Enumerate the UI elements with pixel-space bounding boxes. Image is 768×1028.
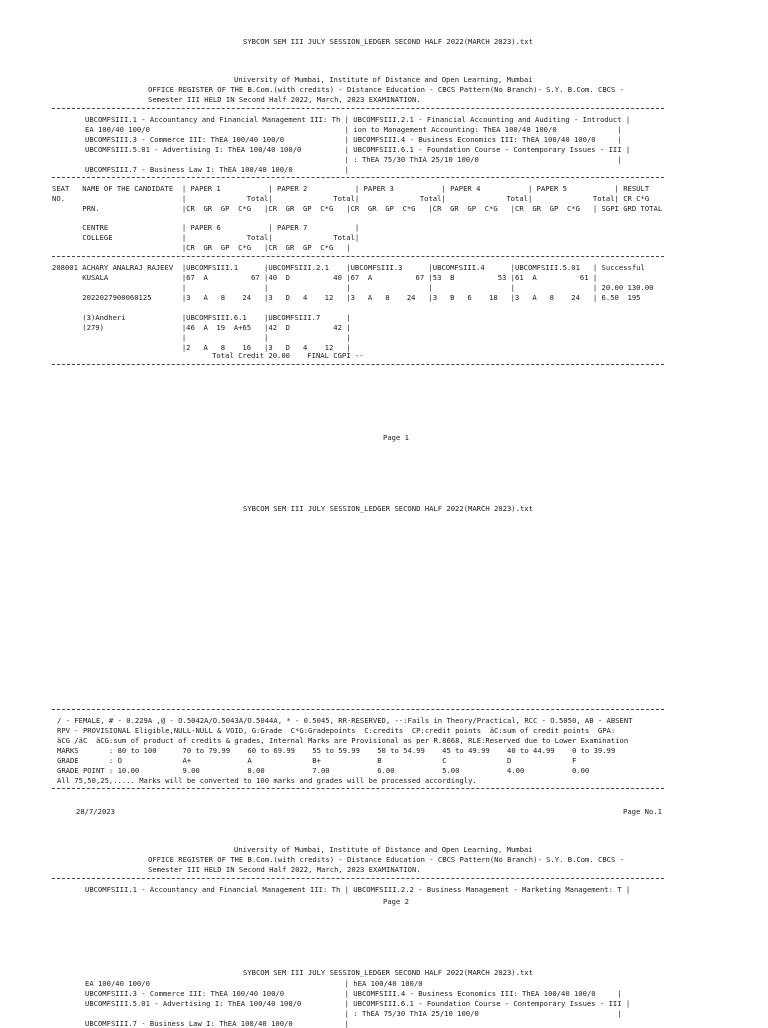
legend-line: GRADE : O A+ A B+ B C D F [57,756,577,765]
register-heading: OFFICE REGISTER OF THE B.Com.(with credits) - Distance Education - CBCS Pattern(No Branch)- S.Y. B.Com. CBCS - [148,85,624,94]
divider [52,256,664,257]
record-line: KUSALA |67 A 67 |40 D 40 |67 A 67 |53 B 53 |61 A 61 | [52,273,598,282]
course-line: UBCOMFSIII.5.01 - Advertising I: ThEA 100/40 100/0 | UBCOMFSIII.6.1 - Foundation Course - Contemporary Issues - III | [85,145,631,154]
legend-line: RPV - PROVISIONAL Eligible,NULL-NULL & VOID, G:Grade C*G:Gradepoints C:credits CP:credit points äC:sum of credit points GPA: [57,726,616,735]
legend-line: MARKS : 80 to 100 70 to 79.99 60 to 69.99 55 to 59.99 50 to 54.99 45 to 49.99 40 to 44.99 0 to 39.99 [57,746,616,755]
course-line: UBCOMFSIII.1 - Accountancy and Financial Management III: Th | UBCOMFSIII.2.2 - Business Management - Marketing Management: T | [85,885,631,894]
course-line: EA 100/40 100/0 | ion to Management Accounting: ThEA 100/40 100/0 | [85,125,622,134]
record-line: | | | [52,333,351,342]
record-line: 2022027900060125 |3 A 8 24 |3 D 4 12 |3 A 8 24 |3 B 6 18 |3 A 8 24 | 6.50 195 [52,293,641,302]
exam-heading: Semester III HELD IN Second Half 2022, March, 2023 EXAMINATION. [148,865,421,874]
table-header-line: COLLEGE | Total| Total| [52,233,360,242]
legend-line: All 75,50,25,..... Marks will be converted to 100 marks and grades will be processed accordingly. [57,776,477,785]
record-line: |2 A 8 16 |3 D 4 12 | [52,343,351,352]
course-line: UBCOMFSIII.7 - Business Law I: ThEA 100/40 100/0 | [85,1019,349,1028]
page-number: Page 1 [383,433,409,442]
legend-line: GRADE POINT : 10.00 9.00 8.00 7.00 6.00 5.00 4.00 0.00 [57,766,590,775]
table-header-line: PRN. |CR GR GP C*G |CR GR GP C*G |CR GR GP C*G |CR GR GP C*G |CR GR GP C*G | SGPI GRD TOTAL [52,204,663,213]
course-line: UBCOMFSIII.7 - Business Law I: ThEA 100/40 100/0 | [85,165,349,174]
table-header-line: SEAT NAME OF THE CANDIDATE | PAPER 1 | PAPER 2 | PAPER 3 | PAPER 4 | PAPER 5 | RESULT [52,184,650,193]
course-line: UBCOMFSIII.3 - Commerce III: ThEA 100/40 100/0 | UBCOMFSIII.4 - Business Economics III: ThEA 100/40 100/0 | [85,989,622,998]
university-heading: University of Mumbai, Institute of Distance and Open Learning, Mumbai [234,845,533,854]
register-heading: OFFICE REGISTER OF THE B.Com.(with credits) - Distance Education - CBCS Pattern(No Branch)- S.Y. B.Com. CBCS - [148,855,624,864]
record-line: (3)Andheri |UBCOMFSIII.6.1 |UBCOMFSIII.7 | [52,313,351,322]
divider [52,364,664,365]
legend-line: äCG /äC äCG:sum of product of credits & grades, Internal Marks are Provisional as per R.8668, RLE:Reserved due to Lower Examination [57,736,629,745]
record-line: | | | | | | 20.00 130.00 [52,283,654,292]
divider [52,177,664,178]
document-title: SYBCOM SEM III JULY SESSION_LEDGER SECOND HALF 2022(MARCH 2023).txt [243,37,533,46]
record-line: (279) |46 A 19 A+65 |42 D 42 | [52,323,351,332]
course-line: EA 100/40 100/0 | hEA 100/40 100/0 [85,979,423,988]
course-line: UBCOMFSIII.3 - Commerce III: ThEA 100/40 100/0 | UBCOMFSIII.4 - Business Economics III: ThEA 100/40 100/0 | [85,135,622,144]
table-header-line: |CR GR GP C*G |CR GR GP C*G | [52,243,351,252]
footer-page-number: Page No.1 [623,807,662,816]
course-line: | : ThEA 75/30 ThIA 25/10 100/0 | [85,155,622,164]
record-line: Total Credit 20.00 FINAL CGPI -- [52,351,364,360]
divider [52,108,664,109]
course-line: | : ThEA 75/30 ThIA 25/10 100/0 | [85,1009,622,1018]
record-line: 208001 ACHARY ANALRAJ RAJEEV |UBCOMFSIII.1 |UBCOMFSIII.2.1 |UBCOMFSIII.3 |UBCOMFSIII.4 |UBCOMFSIII.5.01 | Successful [52,263,645,272]
legend-line: / - FEMALE, # - 0.229A ,@ - O.5042A/O.5043A/O.5044A, * - 0.5045, RR-RESERVED, --:Fails in Theory/Practical, RCC - O.5050, AB - ABSENT [57,716,633,725]
table-header-line: NO. | Total| Total| Total| Total| Total| CR C*G [52,194,650,203]
divider [52,878,664,879]
exam-heading: Semester III HELD IN Second Half 2022, March, 2023 EXAMINATION. [148,95,421,104]
footer-date: 28/7/2023 [76,807,115,816]
document-title: SYBCOM SEM III JULY SESSION_LEDGER SECOND HALF 2022(MARCH 2023).txt [243,504,533,513]
course-line: UBCOMFSIII.1 - Accountancy and Financial Management III: Th | UBCOMFSIII.2.1 - Financial Accounting and Auditing - Introduct | [85,115,631,124]
page-number: Page 2 [383,897,409,906]
university-heading: University of Mumbai, Institute of Distance and Open Learning, Mumbai [234,75,533,84]
document-title: SYBCOM SEM III JULY SESSION_LEDGER SECOND HALF 2022(MARCH 2023).txt [243,968,533,977]
divider [52,788,664,789]
divider [52,709,664,710]
course-line: UBCOMFSIII.5.01 - Advertising I: ThEA 100/40 100/0 | UBCOMFSIII.6.1 - Foundation Course - Contemporary Issues - III | [85,999,631,1008]
table-header-line: CENTRE | PAPER 6 | PAPER 7 | [52,223,360,232]
